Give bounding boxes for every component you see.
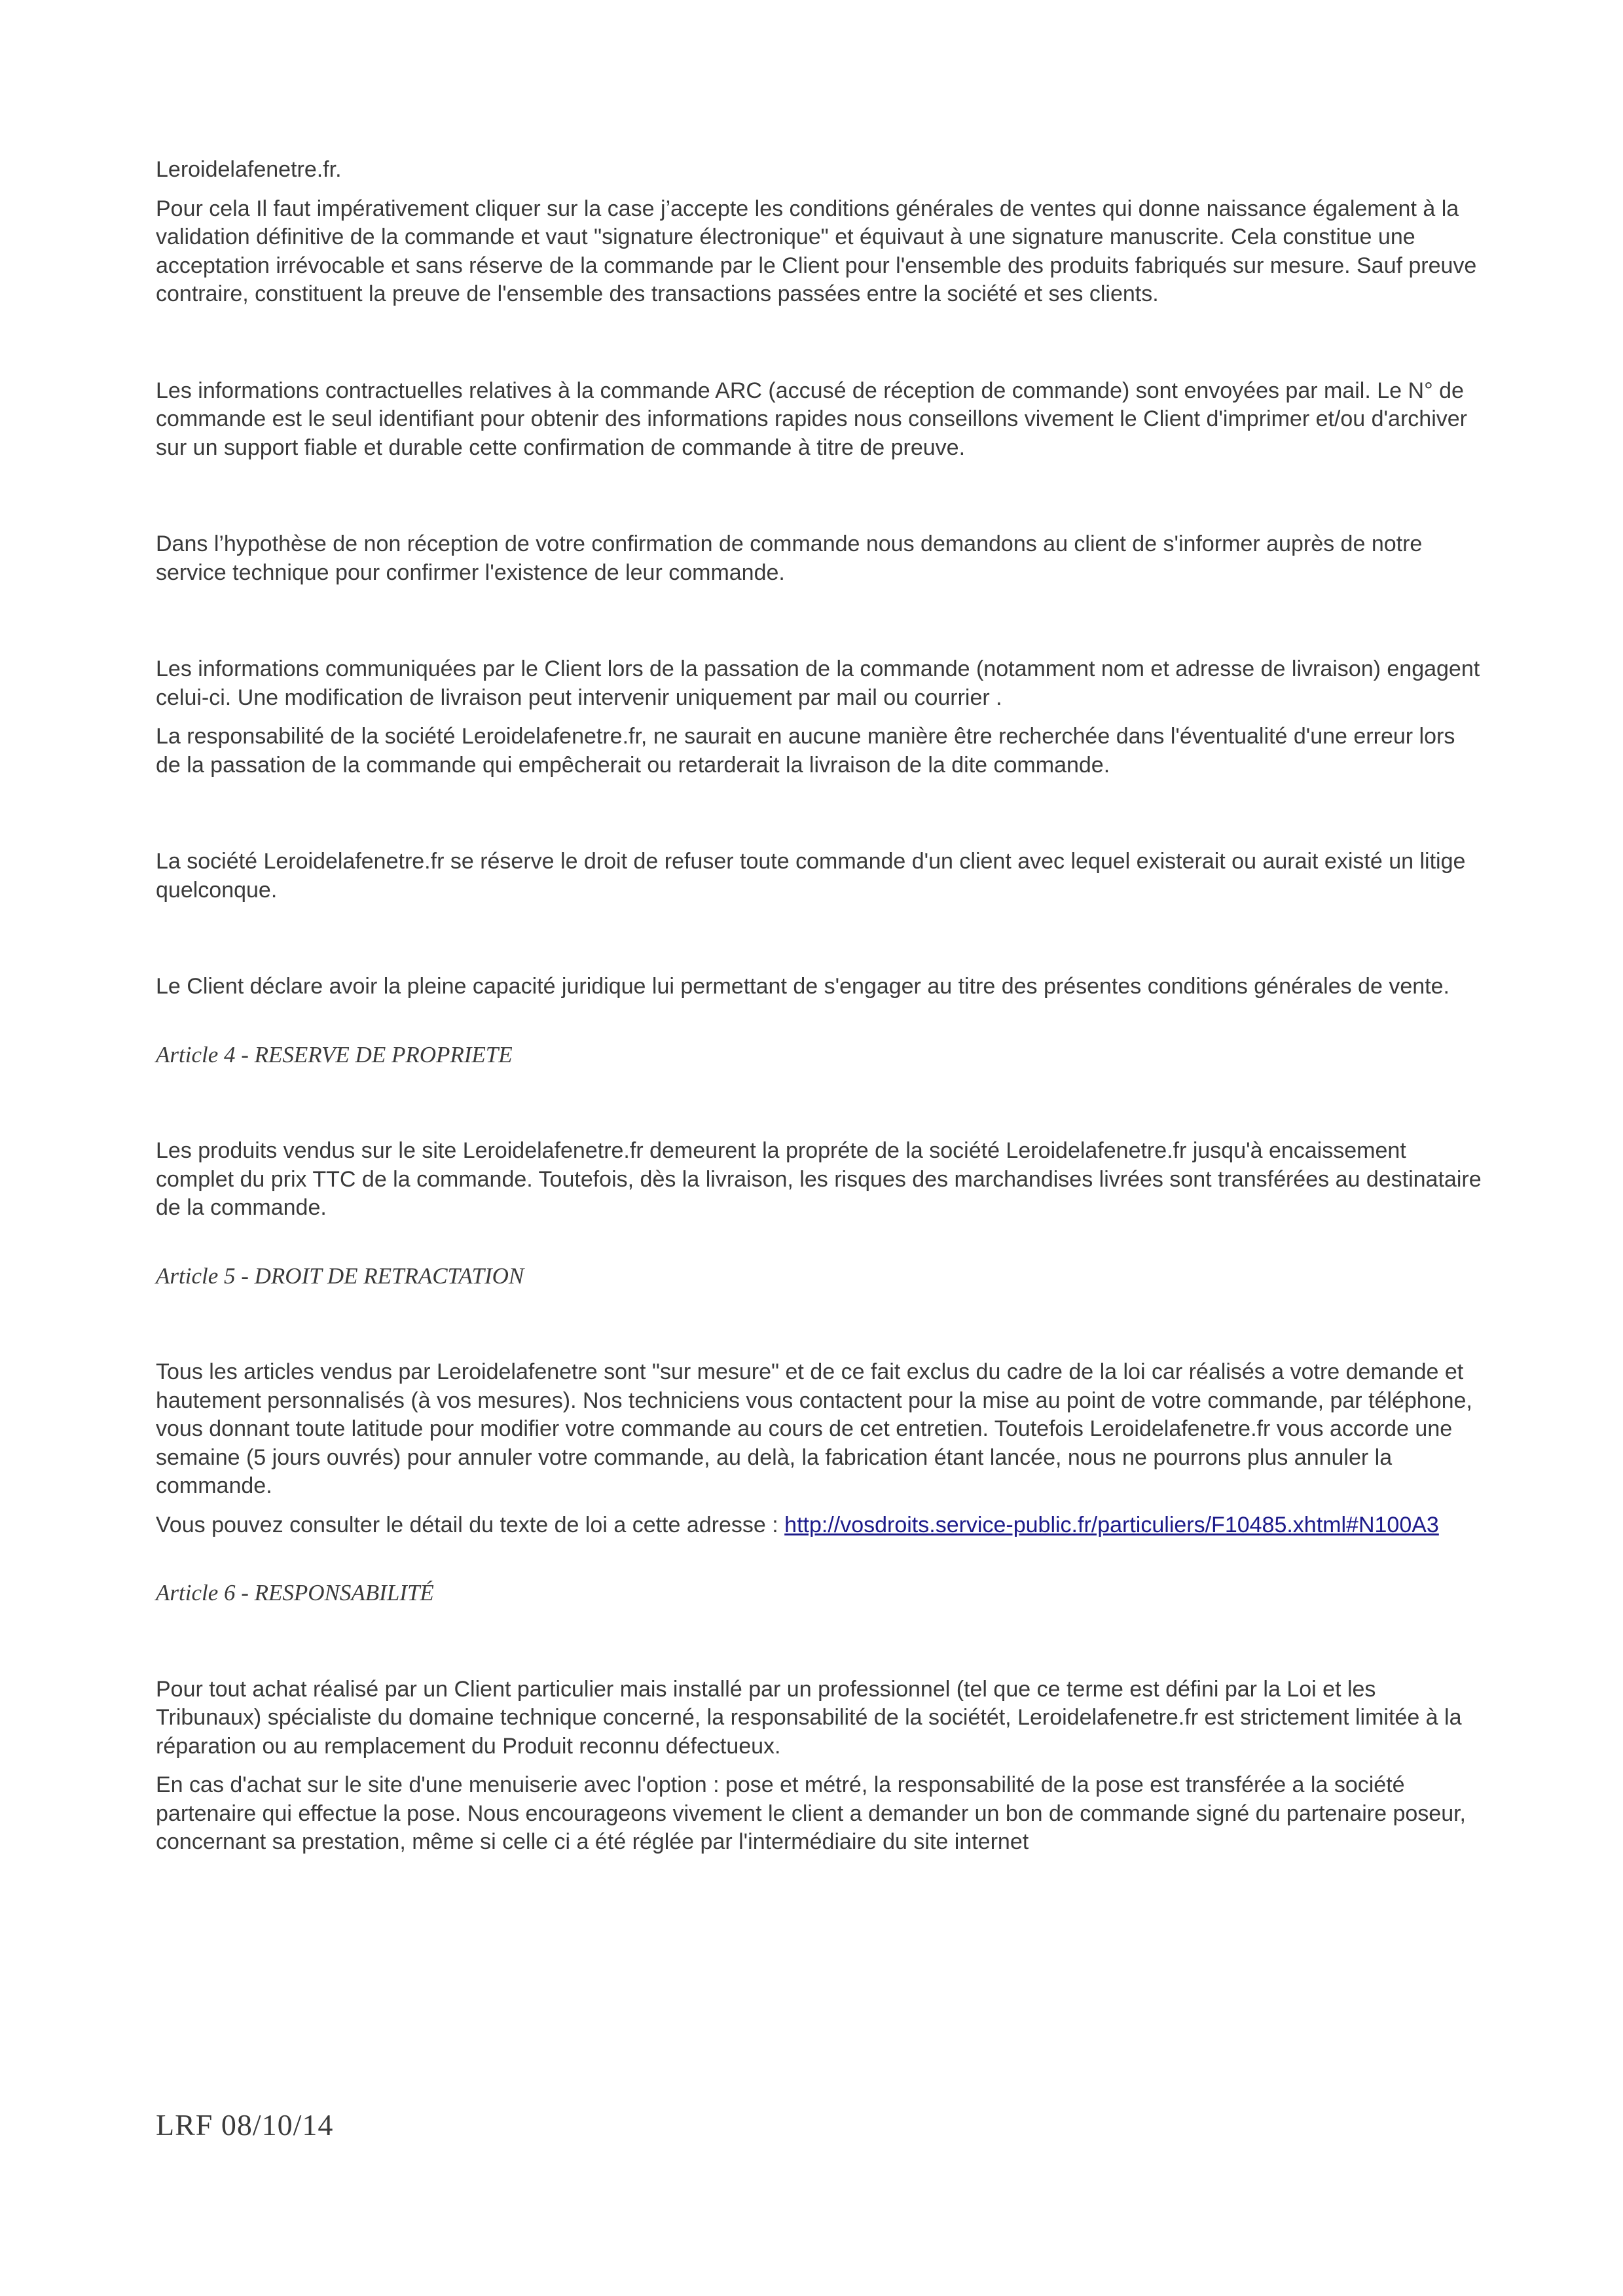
paragraph-reserve-propriete: Les produits vendus sur le site Leroidelafenetre.fr demeurent la propréte de la société Leroidelafenetre.fr jusqu'à encaissement complet du prix TTC de la commande. Toutefois, dès la livraison, les risques des marchandises livrées sont transférées au destinataire de la commande. (156, 1138, 1482, 1220)
texte-de-loi-label: Vous pouvez consulter le détail du texte de loi a cette adresse : (156, 1512, 785, 1537)
paragraph-informations-contractuelles: Les informations contractuelles relatives à la commande ARC (accusé de réception de commande) sont envoyées par mail. Le N° de commande est le seul identifiant pour obtenir des informations rapides nous conseillons vivement le Client d'imprimer et/ou d'archiver sur un support fiable et durable cette confirmation de commande à titre de preuve. (156, 378, 1467, 460)
document-body (156, 156, 1485, 1857)
page-footer: LRF 08/10/14 (156, 2108, 334, 2142)
paragraph-acceptation-cgv: Pour cela Il faut impérativement cliquer sur la case j’accepte les conditions générales de ventes qui donne naissance également à la validation définitive de la commande et vaut "signature électronique" et équivaut à une signature manuscrite. Cela constitue une acceptation irrévocable et sans réserve de la commande par le Client pour l'ensemble des produits fabriqués sur mesure. Sauf preuve contraire, constituent la preuve de l'ensemble des transactions passées entre la société et ses clients. (156, 196, 1477, 306)
paragraph-informations-client: Les informations communiquées par le Client lors de la passation de la commande (notamment nom et adresse de livraison) engagent celui-ci. Une modification de livraison peut intervenir uniquement par mail ou courrier . (156, 656, 1480, 710)
paragraph-capacite-juridique: Le Client déclare avoir la pleine capacité juridique lui permettant de s'engager au titre des présentes conditions générales de vente. (156, 974, 1450, 999)
paragraph-non-reception: Dans l’hypothèse de non réception de votre confirmation de commande nous demandons au client de s'informer auprès de notre service technique pour confirmer l'existence de leur commande. (156, 531, 1423, 585)
paragraph-responsabilite-societe: La responsabilité de la société Leroidelafenetre.fr, ne saurait en aucune manière être recherchée dans l'éventualité d'une erreur lors de la passation de la commande qui empêcherait ou retarderait la livraison de la dite commande. (156, 724, 1455, 778)
article-5-heading: Article 5 - DROIT DE RETRACTATION (156, 1263, 524, 1289)
article-4-heading: Article 4 - RESERVE DE PROPRIETE (156, 1041, 513, 1067)
paragraph-site-name: Leroidelafenetre.fr. (156, 157, 342, 182)
paragraph-refus-commande: La société Leroidelafenetre.fr se réserve le droit de refuser toute commande d'un client avec lequel existerait ou aurait existé un litige quelconque. (156, 849, 1466, 903)
article-6-heading: Article 6 - RESPONSABILITÉ (156, 1580, 434, 1605)
paragraph-texte-de-loi (156, 1511, 1485, 1540)
paragraph-responsabilite-installation: Pour tout achat réalisé par un Client particulier mais installé par un professionnel (tel que ce terme est défini par la Loi et les Tribunaux) spécialiste du domaine technique concerné, la responsabilité de la sociétét, Leroidelafenetre.fr est strictement limitée à la réparation ou au remplacement du Produit reconnu défectueux. (156, 1676, 1462, 1759)
paragraph-sur-mesure: Tous les articles vendus par Leroidelafenetre sont "sur mesure" et de ce fait exclus du cadre de la loi car réalisés a votre demande et hautement personnalisés (à vos mesures). Nos techniciens vous contactent pour la mise au point de votre commande, par téléphone, vous donnant toute latitude pour modifier votre commande au cours de cet entretien. Toutefois Leroidelafenetre.fr vous accorde une semaine (5 jours ouvrés) pour annuler votre commande, au delà, la fabrication étant lancée, nous ne pourrons plus annuler la commande. (156, 1359, 1472, 1498)
texte-de-loi-link[interactable]: http://vosdroits.service-public.fr/particuliers/F10485.xhtml#N100A3 (784, 1512, 1439, 1537)
paragraph-pose-et-metre: En cas d'achat sur le site d'une menuiserie avec l'option : pose et métré, la responsabilité de la pose est transférée a la société partenaire qui effectue la pose. Nous encourageons vivement le client a demander un bon de commande signé du partenaire poseur, concernant sa prestation, même si celle ci a été réglée par l'intermédiaire du site internet (156, 1772, 1467, 1854)
